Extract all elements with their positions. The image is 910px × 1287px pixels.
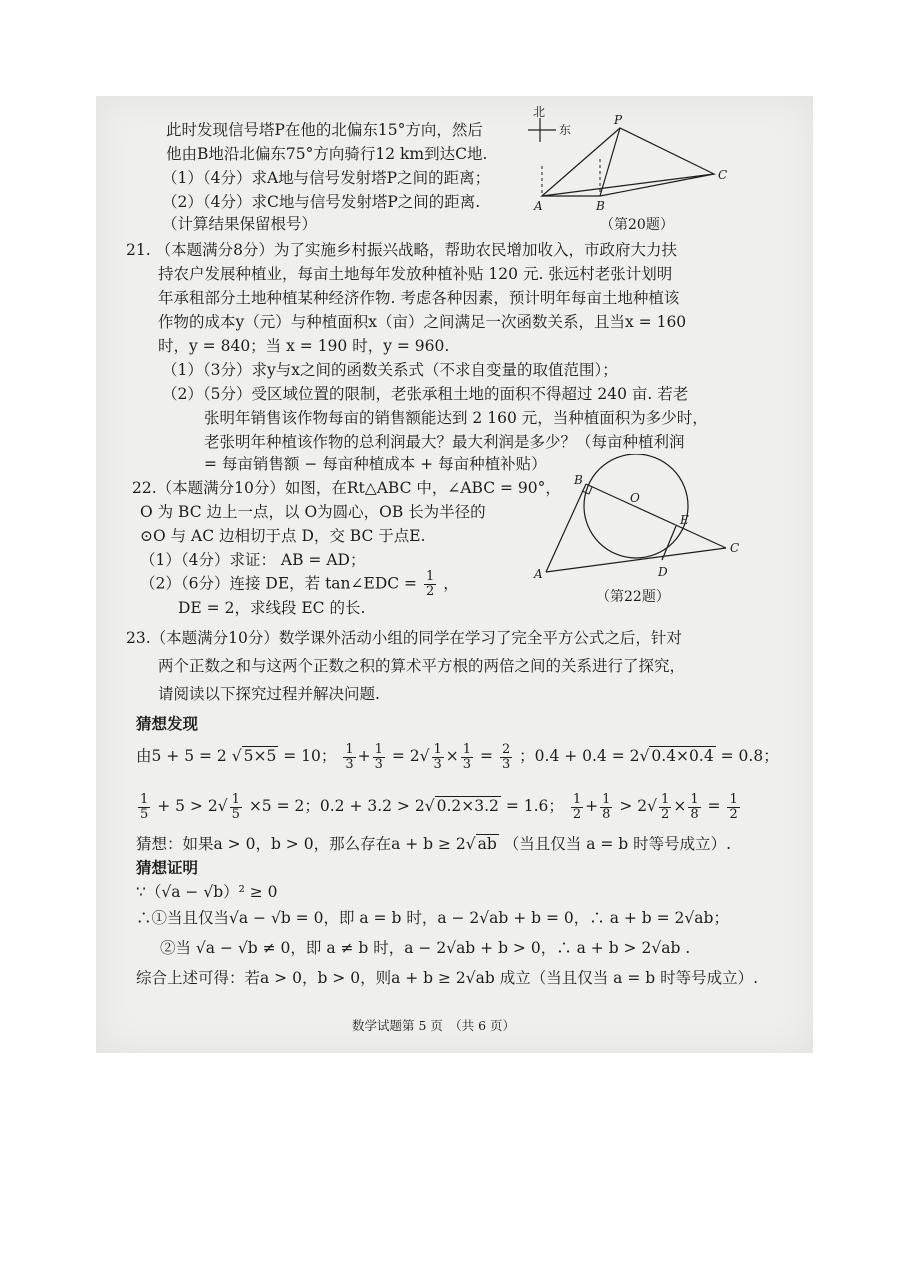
point-a-label: A	[534, 199, 543, 213]
guess-tail: （当且仅当 a = b 时等号成立）.	[503, 835, 732, 853]
frac-1-3-b: $\frac{1}{3}$	[374, 741, 383, 772]
q22-part2	[140, 570, 459, 599]
q21-line5: 时，y = 840；当 x = 190 时，y = 960.	[158, 337, 450, 355]
ex1a-radicand: 5×5	[243, 747, 277, 765]
q22-point-b: B	[574, 473, 583, 487]
q23-case2: ②当 √a − √b ≠ 0，即 a ≠ b 时，a − 2√ab + b > 0，∴ a + b > 2√ab .	[160, 939, 691, 957]
q23-line2: 两个正数之和与这两个正数之积的算术平方根的两倍之间的关系进行了探究，	[158, 657, 686, 675]
ex2c-radicand: 0.2×3.2	[436, 797, 499, 815]
exam-page	[96, 96, 813, 1053]
q23-conclusion: 综合上述可得：若a > 0，b > 0，则a + b ≥ 2√ab 成立（当且仅当 a = b 时等号成立）.	[136, 969, 759, 987]
q22-figure	[526, 454, 746, 584]
ex1b-after: =	[480, 747, 493, 765]
q22-fraction	[424, 570, 436, 599]
ex2d-after: =	[707, 797, 721, 815]
q21-part1: （1）（3分）求y与x之间的函数关系式（不求自变量的取值范围）；	[162, 361, 618, 379]
q22-point-c: C	[730, 541, 740, 555]
q22-point-a: A	[534, 567, 543, 581]
frac-1-8-b: $\frac{1}{8}$	[690, 791, 699, 822]
ex2d-gt: > 2	[619, 797, 648, 815]
q21-part2-line1: （2）（5分）受区域位置的限制，老张承租土地的面积不得超过 240 亩. 若老	[162, 385, 689, 403]
q23-proof-heading: 猜想证明	[136, 858, 199, 877]
ex1a-result: = 10；	[283, 747, 337, 765]
frac-num: 1	[425, 569, 435, 584]
frac-1-2-a: $\frac{1}{2}$	[572, 791, 582, 822]
q21-part2-line2: 张明年销售该作物每亩的销售额能达到 2 160 元，当种植面积为多少时，	[204, 409, 708, 427]
ex2c-result: = 1.6；	[505, 797, 564, 815]
point-c-label: C	[718, 168, 728, 182]
q23-examples-row2: $\frac{1}{5}$ + 5 > 2√ $\frac{1}{5}$ ×5 = 2；0.2 + 3.2 > 2√ 0.2×3.2 = 1.6； $\frac{1}{2}$ + $\frac{1}{8}$ > 2√ $\frac{1}{2}$ × $\frac{1}{8}$ = $\frac{1}{2}$	[140, 791, 738, 822]
guess-text: 猜想：如果a > 0，b > 0，那么存在a + b ≥ 2	[136, 835, 466, 853]
q22-part1: （1）（4分）求证： AB = AD；	[140, 551, 366, 569]
ex2b-text: + 5 > 2	[157, 797, 218, 815]
q22-point-e: E	[680, 513, 689, 527]
frac-1-5-a: $\frac{1}{5}$	[140, 791, 149, 822]
frac-1-2-c: $\frac{1}{2}$	[729, 791, 738, 822]
q20-note: （计算结果保留根号）	[162, 215, 318, 233]
q21-line1: 21. （本题满分8分）为了实施乡村振兴战略，帮助农民增加收入，市政府大力扶	[126, 241, 677, 259]
q22-point-d: D	[658, 565, 668, 579]
q21-line4: 作物的成本y（元）与种植面积x（亩）之间满足一次函数关系，且当x = 160	[158, 313, 687, 331]
q20-line2: 他由B地沿北偏东75°方向骑行12 km到达C地.	[166, 145, 488, 163]
frac-1-2-b: $\frac{1}{2}$	[661, 791, 670, 822]
q20-line1: 此时发现信号塔P在他的北偏东15°方向，然后	[166, 121, 483, 139]
q23-line3: 请阅读以下探究过程并解决问题.	[158, 685, 380, 703]
q22-part2-tail: ，	[443, 574, 459, 593]
q20-caption: （第20题）	[600, 217, 674, 233]
guess-radicand: ab	[477, 835, 497, 853]
north-label: 北	[533, 105, 546, 119]
q21-part2-line3: 老张明年种植该作物的总利润最大？最大利润是多少？（每亩种植利润	[204, 433, 685, 451]
q23-case1: ∴①当且仅当√a − √b = 0，即 a = b 时，a − 2√ab + b = 0，∴ a + b = 2√ab；	[136, 909, 729, 927]
q23-line1: 23.（本题满分10分）数学课外活动小组的同学在学习了完全平方公式之后，针对	[126, 629, 682, 647]
frac-1-8-a: $\frac{1}{8}$	[602, 791, 611, 822]
ex1a-text: 由5 + 5 = 2	[136, 747, 227, 765]
frac-1-3-a: $\frac{1}{3}$	[345, 741, 354, 772]
frac-1-3-d: $\frac{1}{3}$	[462, 741, 472, 772]
point-b-label: B	[596, 199, 605, 213]
q23-guess: 猜想：如果a > 0，b > 0，那么存在a + b ≥ 2√ ab （当且仅当 a = b 时等号成立）.	[136, 835, 732, 853]
ex1c-radicand: 0.4×0.4	[651, 747, 714, 765]
q22-caption: （第22题）	[596, 589, 670, 605]
q21-line3: 年承租部分土地种植某种经济作物. 考虑各种因素，预计明年每亩土地种植该	[158, 289, 680, 307]
q20-part2: （2）（4分）求C地与信号发射塔P之间的距离.	[162, 193, 481, 211]
q22-line2: O 为 BC 边上一点，以 O为圆心，OB 长为半径的	[140, 503, 486, 521]
ex1b-eq: = 2	[391, 747, 420, 765]
frac-1-3-c: $\frac{1}{3}$	[433, 741, 442, 772]
q20-figure	[526, 104, 746, 219]
ex1c-text: ；0.4 + 0.4 = 2	[519, 747, 640, 765]
frac-den: 2	[425, 584, 435, 599]
ex2b-result: ×5 = 2；0.2 + 3.2 > 2	[248, 797, 425, 815]
q23-because: ∵（√a − √b）² ≥ 0	[136, 883, 278, 901]
frac-1-5-b: $\frac{1}{5}$	[231, 791, 240, 822]
east-label: 东	[559, 123, 572, 137]
q23-examples-row1: 由5 + 5 = 2 √ 5×5 = 10； $\frac{1}{3}$ + $\frac{1}{3}$ = 2√ $\frac{1}{3}$ × $\frac{1}{3}$ = $\frac{2}{3}$ ；0.4 + 0.4 = 2√ 0.4×0.4 = 0.8；	[136, 741, 779, 772]
q20-part1: （1）（4分）求A地与信号发射塔P之间的距离；	[162, 169, 491, 187]
q21-line2: 持农户发展种植业，每亩土地每年发放种植补贴 120 元. 张远村老张计划明	[158, 265, 673, 283]
q21-part2-line4: = 每亩销售额 − 每亩种植成本 + 每亩种植补贴）	[204, 455, 547, 473]
ex1c-result: = 0.8；	[720, 747, 779, 765]
point-p-label: P	[614, 113, 623, 127]
frac-2-3: $\frac{2}{3}$	[501, 741, 511, 772]
q23-guess-heading: 猜想发现	[136, 714, 199, 733]
q22-line1: 22.（本题满分10分）如图，在Rt△ABC 中，∠ABC = 90°，	[132, 479, 561, 497]
q22-line3: ⊙O 与 AC 边相切于点 D，交 BC 于点E.	[140, 527, 426, 545]
q22-point-o: O	[630, 491, 640, 505]
page-footer: 数学试题第 5 页 （共 6 页）	[352, 1018, 516, 1033]
q22-part2-text: （2）（6分）连接 DE，若 tan∠EDC =	[140, 574, 418, 593]
q22-part2-line2: DE = 2，求线段 EC 的长.	[178, 599, 366, 617]
